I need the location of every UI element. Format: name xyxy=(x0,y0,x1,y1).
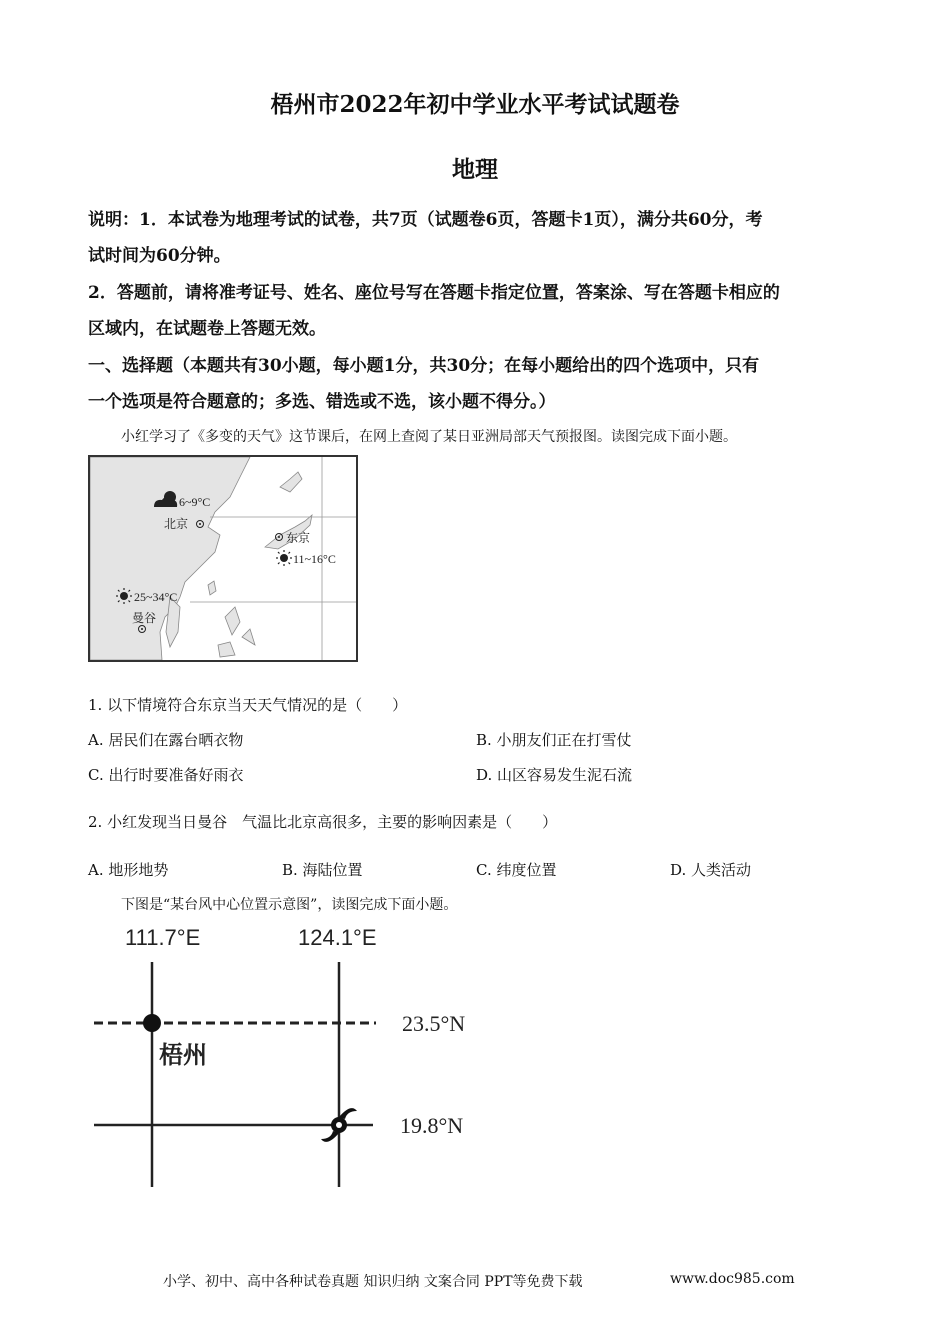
instruction-line: 试时间为60分钟。 xyxy=(88,246,231,266)
beijing-label: 北京 xyxy=(164,517,189,531)
taiwan xyxy=(208,581,216,595)
instruction-line: 区域内，在试题卷上答题无效。 xyxy=(88,319,326,339)
question-intro: 小红学习了《多变的天气》这节课后，在网上查阅了某日亚洲局部天气预报图。读图完成下面小题。 xyxy=(121,429,737,445)
beijing-temp: 6~9°C xyxy=(179,495,211,509)
longitude-label: 124.1°E xyxy=(298,925,377,950)
bangkok-label: 曼谷 xyxy=(132,611,157,625)
option-a: A. 居民们在露台晒衣物 xyxy=(88,731,244,749)
question-stem: 2. 小红发现当日曼谷 气温比北京高很多，主要的影响因素是（ ） xyxy=(88,813,558,831)
option-a: A. 地形地势 xyxy=(88,861,169,879)
section-heading: 一、选择题（本题共有30小题，每小题1分，共30分；在每小题给出的四个选项中，只有 xyxy=(88,356,760,376)
footer-text: 小学、初中、高中各种试卷真题 知识归纳 文案合同 PPT等免费下载 xyxy=(163,1274,583,1290)
option-d: D. 山区容易发生泥石流 xyxy=(476,766,633,784)
longitude-label: 111.7°E xyxy=(125,925,201,950)
tokyo-temp: 11~16°C xyxy=(293,552,336,566)
weather-map-drawing xyxy=(90,457,356,660)
bangkok-temp: 25~34°C xyxy=(134,590,178,604)
footer-link[interactable]: www.doc985.com xyxy=(670,1271,795,1287)
subject-title: 地理 xyxy=(452,156,498,183)
option-c: C. 纬度位置 xyxy=(476,861,557,879)
island xyxy=(280,472,302,492)
page-title: 梧州市2022年初中学业水平考试试题卷 xyxy=(270,91,680,118)
option-d: D. 人类活动 xyxy=(670,861,752,879)
weather-map xyxy=(88,455,358,662)
question-intro: 下图是“某台风中心位置示意图”，读图完成下面小题。 xyxy=(121,897,458,913)
option-b: B. 海陆位置 xyxy=(282,861,363,879)
section-heading: 一个选项是符合题意的；多选、错选或不选，该小题不得分。） xyxy=(88,392,556,412)
option-b: B. 小朋友们正在打雪仗 xyxy=(476,731,632,749)
question-stem: 1. 以下情境符合东京当天天气情况的是（ ） xyxy=(88,696,408,714)
tokyo-label: 东京 xyxy=(286,531,311,545)
philippines xyxy=(218,607,255,657)
latitude-label: 23.5°N xyxy=(402,1011,466,1036)
option-c: C. 出行时要准备好雨衣 xyxy=(88,766,244,784)
wuzhou-dot xyxy=(143,1014,161,1032)
instruction-line: 2．答题前，请将准考证号、姓名、座位号写在答题卡指定位置，答案涂、写在答题卡相应的 xyxy=(88,283,780,303)
latitude-label: 19.8°N xyxy=(400,1113,464,1138)
wuzhou-label: 梧州 xyxy=(159,1041,207,1069)
sunny-icon xyxy=(276,550,292,566)
typhoon-diagram xyxy=(80,915,500,1200)
instruction-line: 说明：1．本试卷为地理考试的试卷，共7页（试题卷6页，答题卡1页），满分共60分，考 xyxy=(88,210,763,230)
